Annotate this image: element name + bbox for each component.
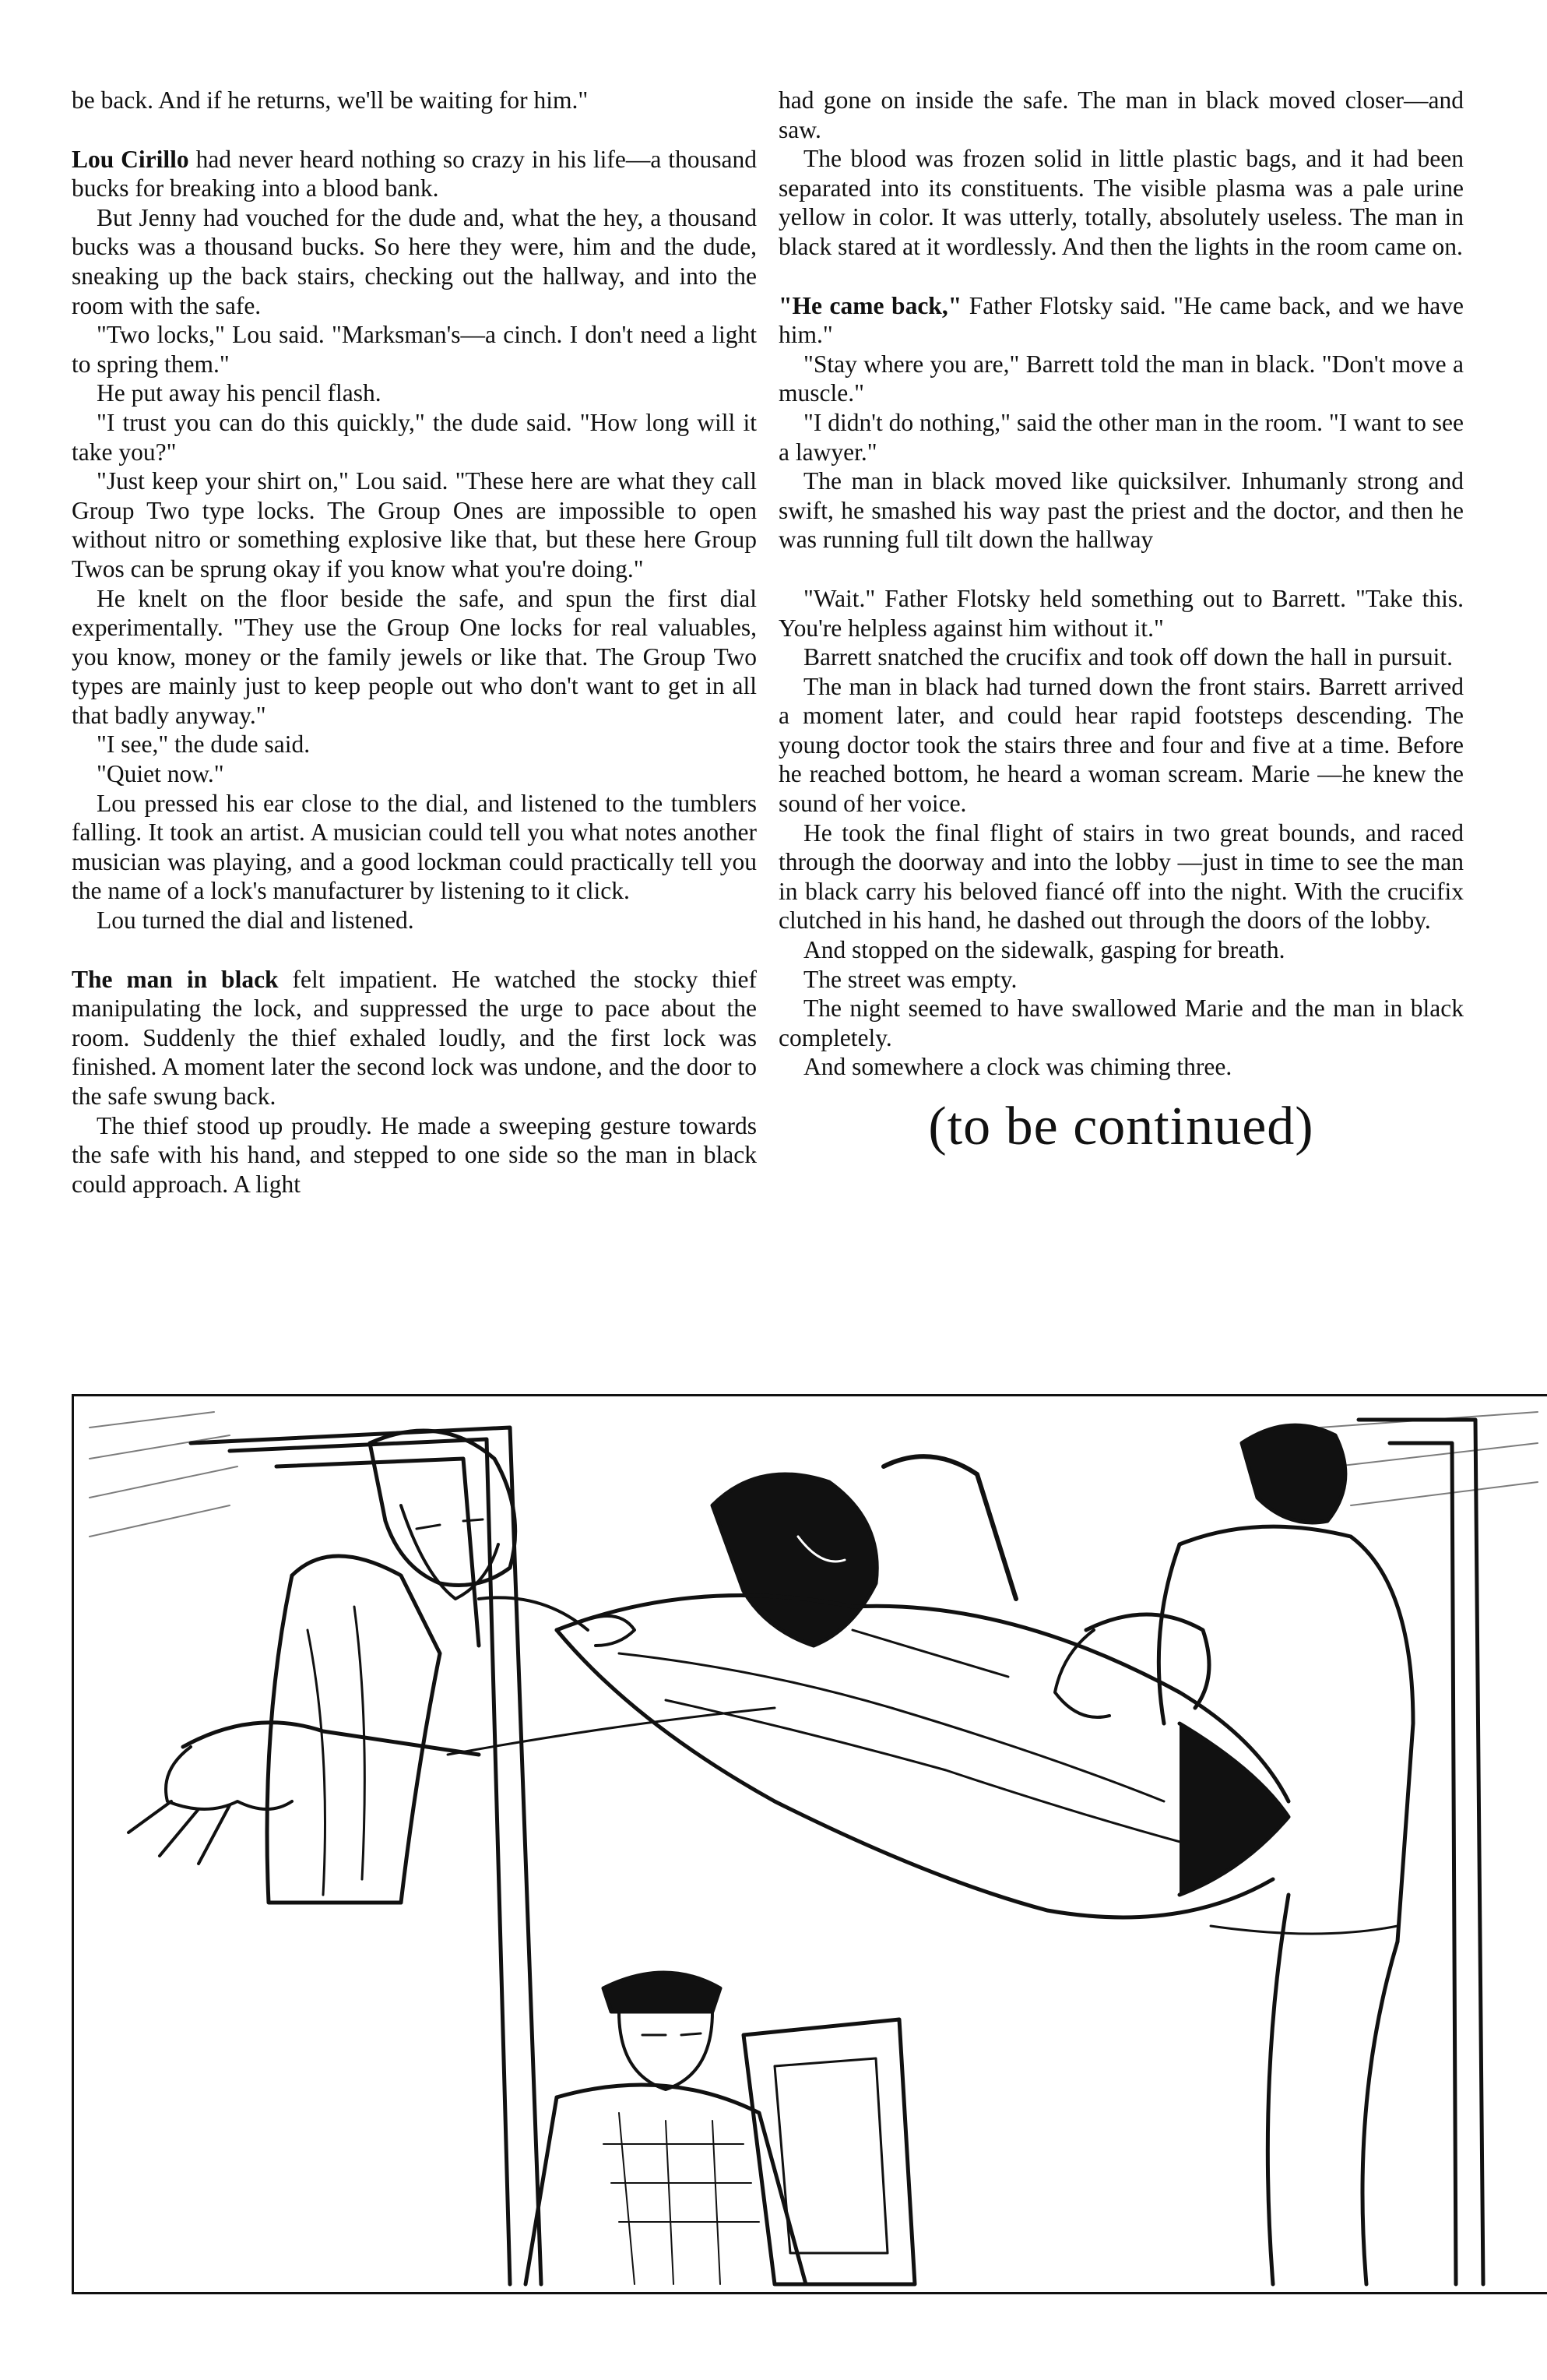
paragraph: The night seemed to have swallowed Marie and the man in black completely. xyxy=(779,995,1464,1051)
story-column-right xyxy=(779,86,1464,1158)
paragraph: "Quiet now." xyxy=(97,760,224,788)
paragraph: "Two locks," Lou said. "Marksman's—a cinch. I don't need a light to spring them." xyxy=(72,321,757,378)
paragraph: The man in black moved like quicksilver. Inhumanly strong and swift, he smashed his way past the priest and the doctor, and then he was running full tilt down the hallway xyxy=(779,467,1464,554)
story-illustration xyxy=(72,1394,1547,2294)
illustration-drawing xyxy=(74,1396,1547,2292)
section-lead-in: "He came back," xyxy=(779,291,962,319)
paragraph-text: had never heard nothing so crazy in his life—a thousand bucks for breaking into a blood bank. xyxy=(72,145,757,202)
man-in-black-figure-drawing xyxy=(557,1456,1289,1917)
paragraph-text: Father Flotsky said. "He came back, and we have him." xyxy=(779,291,1464,349)
paragraph: But Jenny had vouched for the dude and, what the hey, a thousand bucks was a thousand bucks. So here they were, him and the dude, sneaking up the back stairs, checking out the hallway, and into the room with the safe. xyxy=(72,203,757,319)
paragraph: The blood was frozen solid in little plastic bags, and it had been separated into its constituents. The visible plasma was a pale urine yellow in color. It was utterly, totally, absolutely useless. The man in black stared at it wordlessly. And then the lights in the room came on. xyxy=(779,145,1464,260)
section-paragraph xyxy=(72,145,757,203)
outstretched-hand-drawing xyxy=(128,1708,775,1864)
priest-figure-drawing xyxy=(267,1431,635,1903)
paragraph: He knelt on the floor beside the safe, and spun the first dial experimentally. "They use the Group One locks for real valuables, you know, money or the family jewels or like that. The Group Two types are mainly just to keep people out who don't want to get in all that badly anyway." xyxy=(72,584,757,729)
paragraph: be back. And if he returns, we'll be waiting for him." xyxy=(72,86,589,114)
paragraph: had gone on inside the safe. The man in black moved closer—and saw. xyxy=(779,86,1464,143)
paragraph: The man in black had turned down the front stairs. Barrett arrived a moment later, and could hear rapid footsteps descending. The young doctor took the stairs three and four and five at a time. Before he reached bottom, he heard a woman scream. Marie —he knew the sound of her voice. xyxy=(779,672,1464,818)
paragraph: "I trust you can do this quickly," the dude said. "How long will it take you?" xyxy=(72,408,757,466)
thief-figure-drawing xyxy=(526,1973,806,2284)
paragraph: And somewhere a clock was chiming three. xyxy=(803,1053,1232,1081)
paragraph: Lou pressed his ear close to the dial, and listened to the tumblers falling. It took an artist. A musician could tell you what notes another musician was playing, and a good lockman could practically tell you the name of a lock's manufacturer by listening to it click. xyxy=(72,789,757,905)
paragraph-text: felt impatient. He watched the stocky thief manipulating the lock, and suppressed the urge to pace about the room. Suddenly the thief exhaled loudly, and the first lock was finished. A moment later the second lock was undone, and the door to the safe swung back. xyxy=(72,965,757,1110)
paragraph: And stopped on the sidewalk, gasping for breath. xyxy=(803,936,1285,964)
paragraph: The thief stood up proudly. He made a sweeping gesture towards the safe with his hand, and stepped to one side so the man in black could approach. A light xyxy=(72,1111,757,1198)
paragraph: He took the final flight of stairs in two great bounds, and raced through the doorway and into the lobby —just in time to see the man in black carry his beloved fiancé off into the night. With the crucifix clutched in his hand, he dashed out through the doors of the lobby. xyxy=(779,819,1464,935)
section-paragraph xyxy=(779,291,1464,350)
paragraph: "I didn't do nothing," said the other man in the room. "I want to see a lawyer." xyxy=(779,408,1464,466)
right-doorway-drawing xyxy=(1359,1420,1483,2284)
paragraph: Lou turned the dial and listened. xyxy=(97,907,414,935)
paragraph: "Stay where you are," Barrett told the man in black. "Don't move a muscle." xyxy=(779,350,1464,407)
paragraph: "Just keep your shirt on," Lou said. "These here are what they call Group Two type locks. The Group Ones are impossible to open without nitro or something explosive like that, but these here Group Twos can be sprung okay if you know what you're doing." xyxy=(72,467,757,583)
paragraph: "Wait." Father Flotsky held something out to Barrett. "Take this. You're helpless against him without it." xyxy=(779,584,1464,642)
paragraph: Barrett snatched the crucifix and took off down the hall in pursuit. xyxy=(803,643,1453,671)
section-lead-in: The man in black xyxy=(72,965,279,993)
story-column-left xyxy=(72,86,757,1199)
paragraph: "I see," the dude said. xyxy=(97,731,311,759)
section-lead-in: Lou Cirillo xyxy=(72,145,189,173)
door-frame-drawing xyxy=(191,1428,541,2284)
to-be-continued: (to be continued) xyxy=(928,1097,1314,1157)
paragraph: The street was empty. xyxy=(803,965,1018,993)
section-paragraph xyxy=(72,965,757,1111)
paragraph: He put away his pencil flash. xyxy=(97,379,381,407)
